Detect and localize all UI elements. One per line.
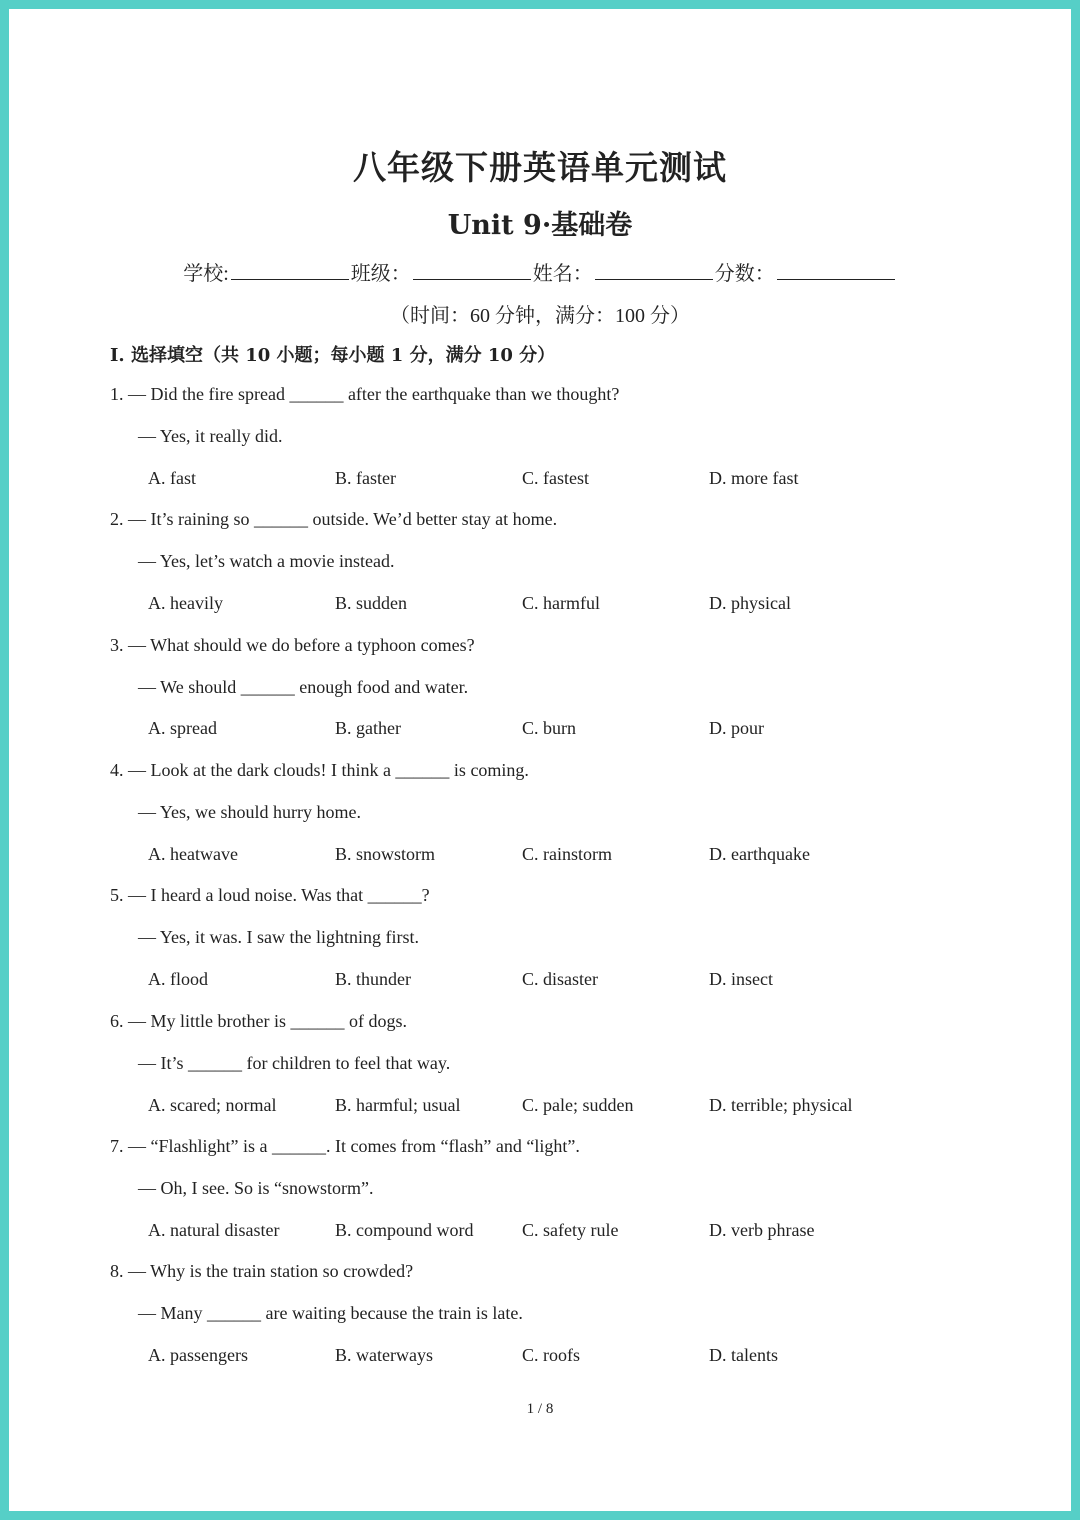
score-blank[interactable] xyxy=(777,259,895,280)
page-subtitle: Unit 9·基础卷 xyxy=(447,210,633,241)
question-reply: — Oh, I see. So is “snowstorm”. xyxy=(138,1178,374,1198)
option-d[interactable]: D. verb phrase xyxy=(709,1220,815,1240)
option-c[interactable]: C. pale; sudden xyxy=(522,1095,634,1115)
option-d[interactable]: D. talents xyxy=(709,1345,778,1365)
question-reply: — Yes, we should hurry home. xyxy=(138,802,361,822)
question-prompt: 7. — “Flashlight” is a ______. It comes from “flash” and “light”. xyxy=(110,1136,580,1156)
option-a[interactable]: A. scared; normal xyxy=(148,1095,277,1115)
school-blank[interactable] xyxy=(231,259,349,280)
option-a[interactable]: A. heatwave xyxy=(148,844,238,864)
option-c[interactable]: C. disaster xyxy=(522,969,598,989)
option-c[interactable]: C. rainstorm xyxy=(522,844,612,864)
option-a[interactable]: A. flood xyxy=(148,969,208,989)
option-a[interactable]: A. fast xyxy=(148,468,196,488)
question-reply: — It’s ______ for children to feel that way. xyxy=(138,1053,451,1073)
name-blank[interactable] xyxy=(595,259,713,280)
option-b[interactable]: B. harmful; usual xyxy=(335,1095,461,1115)
option-d[interactable]: D. physical xyxy=(709,593,791,613)
question-reply: — Yes, let’s watch a movie instead. xyxy=(138,551,395,571)
option-b[interactable]: B. thunder xyxy=(335,969,411,989)
option-a[interactable]: A. spread xyxy=(148,718,217,738)
option-b[interactable]: B. waterways xyxy=(335,1345,433,1365)
question-prompt: 5. — I heard a loud noise. Was that ______? xyxy=(110,885,430,905)
question-prompt: 2. — It’s raining so ______ outside. We’d better stay at home. xyxy=(110,509,558,529)
question-prompt: 8. — Why is the train station so crowded? xyxy=(110,1261,414,1281)
question-reply: — Yes, it was. I saw the lightning first. xyxy=(138,927,419,947)
question-reply: — Yes, it really did. xyxy=(138,426,283,446)
page-title: 八年级下册英语单元测试 xyxy=(353,148,727,187)
option-c[interactable]: C. roofs xyxy=(522,1345,580,1365)
option-b[interactable]: B. compound word xyxy=(335,1220,474,1240)
option-b[interactable]: B. sudden xyxy=(335,593,407,613)
section-heading: I. 选择填空（共 10 小题；每小题 1 分，满分 10 分） xyxy=(110,345,556,366)
option-d[interactable]: D. earthquake xyxy=(709,844,810,864)
question-prompt: 4. — Look at the dark clouds! I think a ______ is coming. xyxy=(110,760,529,780)
option-a[interactable]: A. natural disaster xyxy=(148,1220,280,1240)
question-prompt: 3. — What should we do before a typhoon comes? xyxy=(110,635,475,655)
option-d[interactable]: D. pour xyxy=(709,718,764,738)
question-reply: — We should ______ enough food and water. xyxy=(138,677,469,697)
question-reply: — Many ______ are waiting because the train is late. xyxy=(138,1303,523,1323)
question-prompt: 1. — Did the fire spread ______ after the earthquake than we thought? xyxy=(110,384,620,404)
page-number: 1 / 8 xyxy=(526,1401,554,1417)
class-blank[interactable] xyxy=(413,259,531,280)
name-label: 姓名： xyxy=(532,263,593,285)
option-b[interactable]: B. snowstorm xyxy=(335,844,436,864)
option-c[interactable]: C. fastest xyxy=(522,468,589,488)
option-a[interactable]: A. passengers xyxy=(148,1345,248,1365)
option-d[interactable]: D. terrible; physical xyxy=(709,1095,853,1115)
option-d[interactable]: D. insect xyxy=(709,969,773,989)
school-label: 学校: xyxy=(183,263,229,285)
option-d[interactable]: D. more fast xyxy=(709,468,799,488)
option-c[interactable]: C. burn xyxy=(522,718,576,738)
student-info-row xyxy=(0,257,1080,286)
class-label: 班级： xyxy=(350,263,411,285)
option-c[interactable]: C. harmful xyxy=(522,593,600,613)
question-prompt: 6. — My little brother is ______ of dogs. xyxy=(110,1011,407,1031)
exam-meta: （时间：60 分钟，满分：100 分） xyxy=(390,305,690,327)
option-c[interactable]: C. safety rule xyxy=(522,1220,619,1240)
option-a[interactable]: A. heavily xyxy=(148,593,223,613)
score-label: 分数： xyxy=(714,263,775,285)
option-b[interactable]: B. faster xyxy=(335,468,396,488)
option-b[interactable]: B. gather xyxy=(335,718,401,738)
